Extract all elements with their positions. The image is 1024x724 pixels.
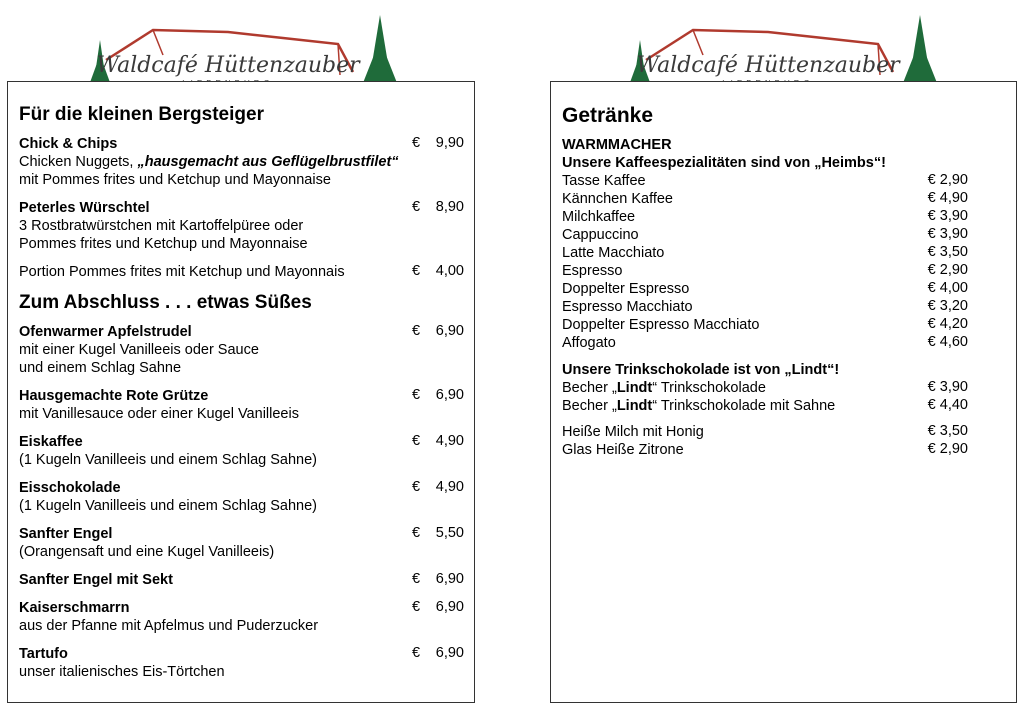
drink-name: Becher „Lindt“ Trinkschokolade xyxy=(562,380,766,396)
drink-name: Affogato xyxy=(562,335,616,351)
drink-name: Doppelter Espresso Macchiato xyxy=(562,317,760,333)
coffee-intro: Unsere Kaffeespezialitäten sind von „Heimbs“! xyxy=(562,155,886,171)
currency: € xyxy=(412,135,421,151)
drink-name: Tasse Kaffee xyxy=(562,173,646,189)
drink-name: Espresso xyxy=(562,263,623,279)
item-price: 4,90 xyxy=(435,479,464,495)
drinks-menu-panel xyxy=(550,81,1017,703)
drink-price: € 2,90 xyxy=(927,172,968,188)
drink-name: Kännchen Kaffee xyxy=(562,191,673,207)
drink-price: € 3,50 xyxy=(927,423,968,439)
drink-price: € 3,90 xyxy=(927,226,968,242)
drink-name: Cappuccino xyxy=(562,227,639,243)
drink-price: € 3,50 xyxy=(927,244,968,260)
drink-price: € 4,90 xyxy=(927,190,968,206)
drink-name: Glas Heiße Zitrone xyxy=(562,442,684,458)
item-name: Eiskaffee xyxy=(19,434,83,450)
item-desc: Pommes frites und Ketchup und Mayonnaise xyxy=(19,236,308,252)
drink-name: Espresso Macchiato xyxy=(562,299,693,315)
drink-price: € 4,20 xyxy=(927,316,968,332)
drink-price: € 2,90 xyxy=(927,441,968,457)
currency: € xyxy=(412,387,421,403)
drink-price: € 4,00 xyxy=(927,280,968,296)
cafe-logo xyxy=(78,10,408,90)
drink-price: € 2,90 xyxy=(927,262,968,278)
item-name: Portion Pommes frites mit Ketchup und Mayonnais xyxy=(19,264,345,280)
item-name: Hausgemachte Rote Grütze xyxy=(19,388,209,404)
svg-text:Waldcafé Hüttenzauber: Waldcafé Hüttenzauber xyxy=(636,53,900,78)
item-price: 5,50 xyxy=(435,525,464,541)
svg-text:Waldcafé Hüttenzauber: Waldcafé Hüttenzauber xyxy=(96,53,360,78)
item-price: 6,90 xyxy=(435,571,464,587)
item-name: Tartufo xyxy=(19,646,68,662)
item-price: 6,90 xyxy=(435,599,464,615)
item-price: 4,90 xyxy=(435,433,464,449)
drink-name: Heiße Milch mit Honig xyxy=(562,424,704,440)
currency: € xyxy=(412,263,421,279)
drink-price: € 3,90 xyxy=(927,379,968,395)
item-desc: 3 Rostbratwürstchen mit Kartoffelpüree oder xyxy=(19,218,304,234)
currency: € xyxy=(412,571,421,587)
item-price: 6,90 xyxy=(435,387,464,403)
item-desc: unser italienisches Eis-Törtchen xyxy=(19,664,225,680)
currency: € xyxy=(412,433,421,449)
item-name: Sanfter Engel xyxy=(19,526,113,542)
currency: € xyxy=(412,599,421,615)
item-name: Ofenwarmer Apfelstrudel xyxy=(19,324,192,340)
item-desc: mit einer Kugel Vanilleeis oder Sauce xyxy=(19,342,259,358)
category-heading: WARMMACHER xyxy=(562,137,672,153)
drink-price: € 3,20 xyxy=(927,298,968,314)
section-title-dessert: Zum Abschluss . . . etwas Süßes xyxy=(19,292,312,313)
item-name: Sanfter Engel mit Sekt xyxy=(19,572,173,588)
logo-left xyxy=(78,10,408,90)
section-title-kids: Für die kleinen Bergsteiger xyxy=(19,104,264,125)
item-price: 4,00 xyxy=(435,263,464,279)
drink-name: Milchkaffee xyxy=(562,209,636,225)
item-price: 8,90 xyxy=(435,199,464,215)
item-desc: aus der Pfanne mit Apfelmus und Puderzucker xyxy=(19,618,319,634)
food-menu-panel xyxy=(7,81,475,703)
drink-name: Doppelter Espresso xyxy=(562,281,690,297)
item-price: 6,90 xyxy=(435,323,464,339)
currency: € xyxy=(412,323,421,339)
item-name: Chick & Chips xyxy=(19,136,118,152)
currency: € xyxy=(412,479,421,495)
drink-price: € 3,90 xyxy=(927,208,968,224)
page-title: Getränke xyxy=(562,104,654,127)
drink-name: Becher „Lindt“ Trinkschokolade mit Sahne xyxy=(562,398,836,414)
cafe-logo xyxy=(618,10,948,90)
item-name: Eisschokolade xyxy=(19,480,121,496)
item-price: 6,90 xyxy=(435,645,464,661)
drink-price: € 4,40 xyxy=(927,397,968,413)
item-name: Peterles Würschtel xyxy=(19,200,150,216)
item-desc: Chicken Nuggets, „hausgemacht aus Geflügelbrustfilet“ xyxy=(19,154,399,170)
drink-name: Latte Macchiato xyxy=(562,245,665,261)
currency: € xyxy=(412,525,421,541)
item-desc: (1 Kugeln Vanilleeis und einem Schlag Sahne) xyxy=(19,498,317,514)
drink-price: € 4,60 xyxy=(927,334,968,350)
currency: € xyxy=(412,645,421,661)
item-desc: mit Vanillesauce oder einer Kugel Vanilleeis xyxy=(19,406,299,422)
item-desc: mit Pommes frites und Ketchup und Mayonnaise xyxy=(19,172,331,188)
logo-right xyxy=(618,10,948,90)
chocolate-intro: Unsere Trinkschokolade ist von „Lindt“! xyxy=(562,362,840,378)
item-desc: (Orangensaft und eine Kugel Vanilleeis) xyxy=(19,544,275,560)
item-name: Kaiserschmarrn xyxy=(19,600,130,616)
item-price: 9,90 xyxy=(435,135,464,151)
item-desc: und einem Schlag Sahne xyxy=(19,360,182,376)
currency: € xyxy=(412,199,421,215)
item-desc: (1 Kugeln Vanilleeis und einem Schlag Sahne) xyxy=(19,452,317,468)
